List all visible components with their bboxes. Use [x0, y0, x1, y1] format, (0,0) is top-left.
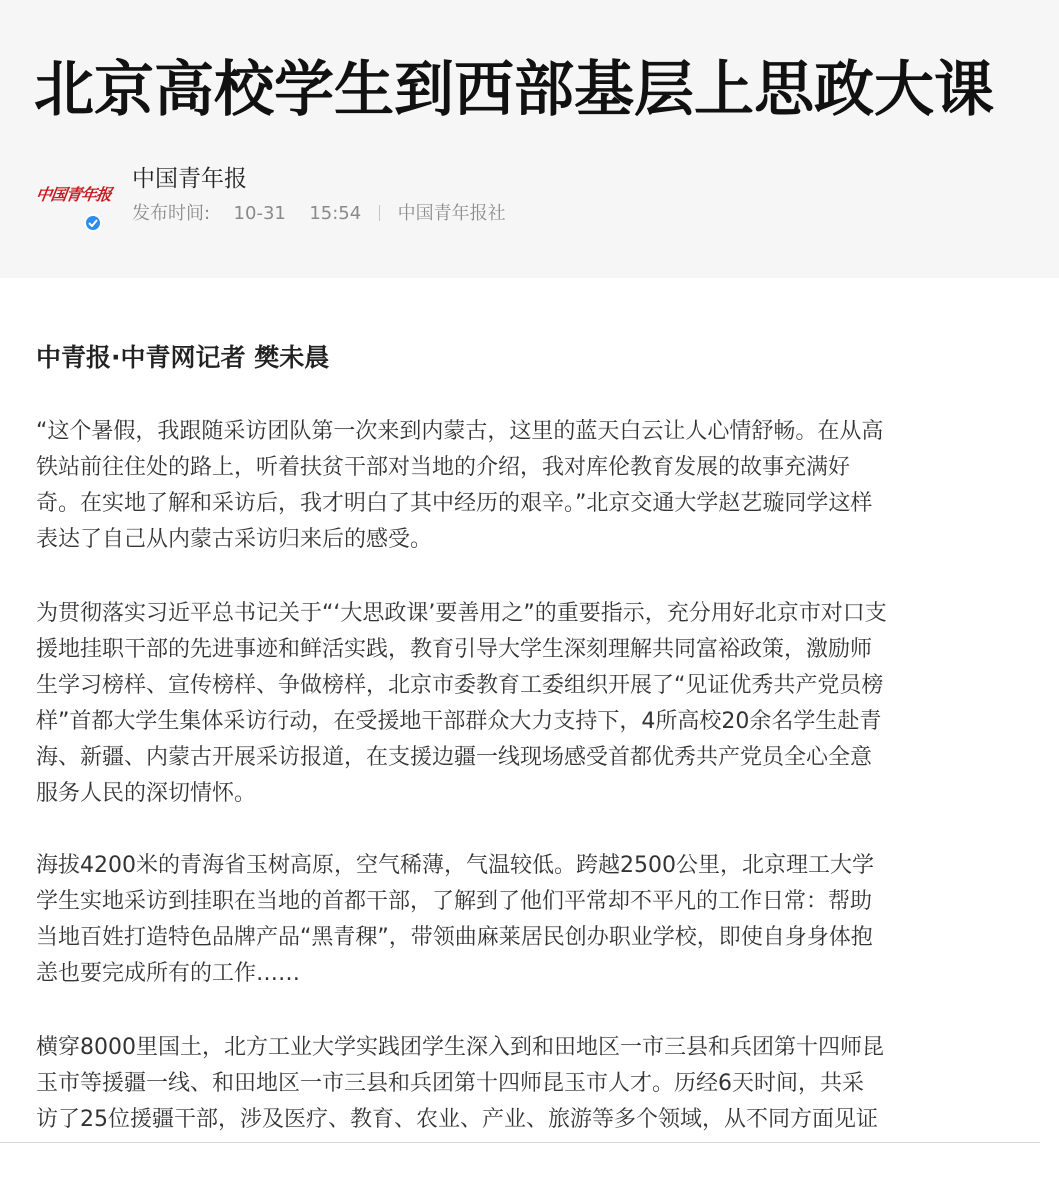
- paragraph-line: 服务人民的深切情怀。: [36, 781, 257, 806]
- paragraph-line: 访了25位援疆干部，涉及医疗、教育、农业、产业、旅游等多个领域，从不同方面见证: [36, 1107, 878, 1132]
- paragraph-line: 样”首都大学生集体采访行动，在受援地干部群众大力支持下，4所高校20余名学生赴青: [36, 709, 882, 734]
- paragraph: [36, 414, 986, 558]
- source-avatar[interactable]: [34, 178, 113, 234]
- publisher-name: 中国青年报社: [397, 203, 506, 224]
- article-header: [0, 0, 1059, 278]
- paragraph-line: 海、新疆、内蒙古开展采访报道，在支援边疆一线现场感受首都优秀共产党员全心全意: [36, 745, 873, 770]
- paragraph-line: 当地百姓打造特色品牌产品“黑青稞”，带领曲麻莱居民创办职业学校，即使自身身体抱: [36, 925, 873, 950]
- paragraph-line: 奇。在实地了解和采访后，我才明白了其中经历的艰辛。”北京交通大学赵艺璇同学这样: [36, 491, 873, 516]
- paragraph: [36, 1030, 986, 1138]
- paragraph: [36, 596, 986, 812]
- paragraph-line: 学生实地采访到挂职在当地的首都干部，了解到了他们平常却不平凡的工作日常：帮助: [36, 889, 873, 914]
- meta-divider: [379, 205, 380, 221]
- paragraph-line: 横穿8000里国土，北方工业大学实践团学生深入到和田地区一市三县和兵团第十四师昆: [36, 1035, 884, 1060]
- publish-meta: [132, 200, 506, 228]
- paragraph-line: “这个暑假，我跟随采访团队第一次来到内蒙古，这里的蓝天白云让人心情舒畅。在从高: [36, 419, 884, 444]
- paragraph-line: 铁站前往住处的路上，听着扶贫干部对当地的介绍，我对库伦教育发展的故事充满好: [36, 455, 851, 480]
- source-name-link[interactable]: 中国青年报: [132, 166, 247, 192]
- published-label: 发布时间:: [132, 203, 211, 224]
- paragraph-line: 恙也要完成所有的工作……: [36, 961, 301, 986]
- paragraph-line: 海拔4200米的青海省玉树高原，空气稀薄，气温较低。跨越2500公里，北京理工大学: [36, 853, 874, 878]
- paragraph-line: 生学习榜样、宣传榜样、争做榜样，北京市委教育工委组织开展了“见证优秀共产党员榜: [36, 673, 884, 698]
- publish-date: 10-31: [233, 203, 286, 224]
- content-bottom-divider: [0, 1142, 1040, 1143]
- paragraph-line: 玉市等援疆一线、和田地区一市三县和兵团第十四师昆玉市人才。历经6天时间，共采: [36, 1071, 864, 1096]
- china-youth-daily-logo: 中国青年报: [34, 185, 113, 204]
- publish-time: 15:54: [309, 203, 362, 224]
- reporter-byline: 中青报·中青网记者 樊未晨: [36, 343, 330, 372]
- paragraph-line: 为贯彻落实习近平总书记关于“‘大思政课’要善用之”的重要指示，充分用好北京市对口支: [36, 601, 887, 626]
- paragraph-line: 援地挂职干部的先进事迹和鲜活实践，教育引导大学生深刻理解共同富裕政策，激励师: [36, 637, 873, 662]
- paragraph-line: 表达了自己从内蒙古采访归来后的感受。: [36, 527, 433, 552]
- paragraph: [36, 848, 986, 992]
- verified-check-icon: [84, 214, 102, 232]
- article-title: 北京高校学生到西部基层上思政大课: [34, 55, 994, 125]
